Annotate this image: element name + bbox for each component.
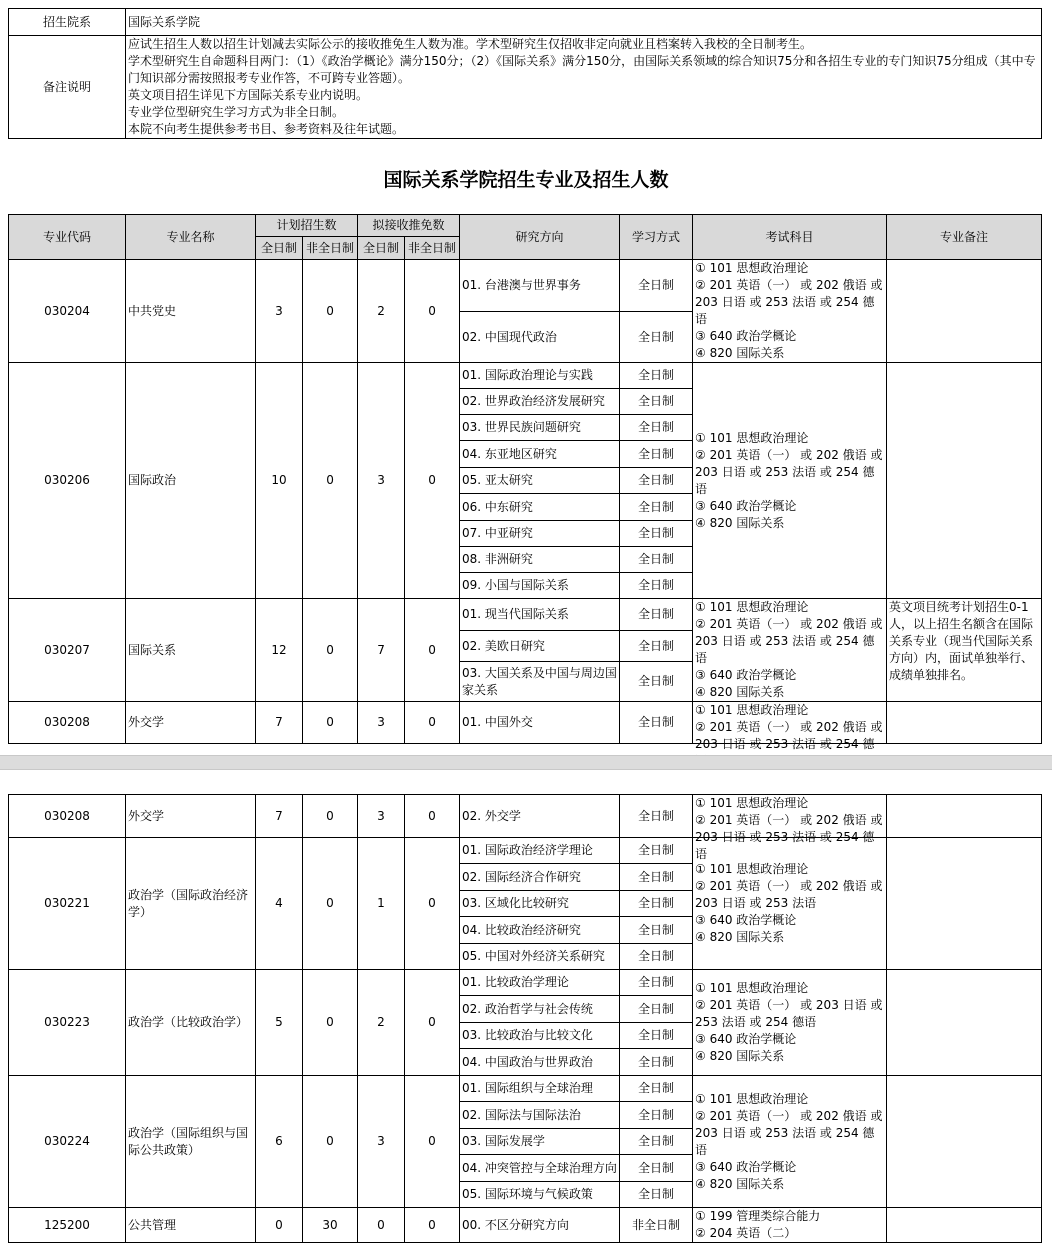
- major-name: 中共党史: [126, 260, 256, 363]
- direction: 01. 现当代国际关系: [460, 599, 620, 631]
- exempt-part: 0: [405, 702, 460, 744]
- major-name: 外交学: [126, 795, 256, 838]
- study-mode: 全日制: [620, 1129, 693, 1155]
- subject-line: ② 201 英语（一） 或 202 俄语 或 203 日语 或 253 法语 或 254 德语: [695, 447, 883, 496]
- study-mode: 全日制: [620, 441, 693, 468]
- study-mode: 全日制: [620, 838, 693, 864]
- study-mode: 全日制: [620, 521, 693, 547]
- exempt-part: 0: [405, 1076, 460, 1208]
- major-name: 政治学（国际政治经济学）: [126, 838, 256, 970]
- notes-label: 备注说明: [9, 36, 126, 139]
- exempt-part: 0: [405, 795, 460, 838]
- major-code: 030208: [9, 702, 126, 744]
- exempt-full: 0: [358, 1208, 405, 1243]
- exempt-full: 2: [358, 260, 405, 363]
- exempt-part: 0: [405, 970, 460, 1076]
- study-mode: 全日制: [620, 494, 693, 521]
- major-name: 政治学（国际组织与国际公共政策）: [126, 1076, 256, 1208]
- remark-empty: [887, 1208, 1042, 1243]
- plan-part: 0: [303, 795, 358, 838]
- header-name: 专业名称: [126, 215, 256, 260]
- direction: 02. 国际经济合作研究: [460, 864, 620, 891]
- study-mode: 全日制: [620, 996, 693, 1023]
- study-mode: 全日制: [620, 662, 693, 702]
- subject-line: ② 201 英语（一） 或 202 俄语 或 203 日语 或 253 法语 或 254 德: [695, 720, 883, 751]
- note-line: 专业学位型研究生学习方式为非全日制。: [128, 105, 345, 119]
- plan-full: 4: [256, 838, 303, 970]
- subject-line: ③ 640 政治学概论: [695, 1032, 797, 1046]
- subject-line: ④ 820 国际关系: [695, 515, 785, 530]
- direction: 02. 国际法与国际法治: [460, 1102, 620, 1129]
- note-line: 学术型研究生自命题科目两门：（1）《政治学概论》满分150分；（2）《国际关系》满分150分，由国际关系领域的综合知识75分和各招生专业的专门知识75分组成（其中专门知识部分需按照报考专业作答，不可跨专业答题）。: [128, 54, 1036, 85]
- direction: 03. 比较政治与比较文化: [460, 1023, 620, 1049]
- exempt-part: 0: [405, 838, 460, 970]
- direction: 09. 小国与国际关系: [460, 573, 620, 599]
- header-exempt-part: 非全日制: [405, 237, 460, 260]
- subject-line: ④ 820 国际关系: [695, 346, 785, 360]
- study-mode: 全日制: [620, 1102, 693, 1129]
- header-direction: 研究方向: [460, 215, 620, 260]
- study-mode: 全日制: [620, 891, 693, 917]
- study-mode: 全日制: [620, 917, 693, 944]
- subject-line: ① 101 思想政治理论: [695, 261, 809, 275]
- subject-line: ① 101 思想政治理论: [695, 600, 809, 614]
- subject-line: ② 201 英语（一） 或 202 俄语 或 203 日语 或 253 法语 或 254 德语: [695, 813, 883, 861]
- header-plan-full: 全日制: [256, 237, 303, 260]
- plan-part: 0: [303, 260, 358, 363]
- direction: 02. 世界政治经济发展研究: [460, 389, 620, 415]
- study-mode: 全日制: [620, 1155, 693, 1182]
- plan-full: 7: [256, 702, 303, 744]
- subject-line: ① 101 思想政治理论: [695, 862, 809, 876]
- header-code: 专业代码: [9, 215, 126, 260]
- study-mode: 全日制: [620, 363, 693, 389]
- page-title: 国际关系学院招生专业及招生人数: [383, 169, 669, 191]
- subject-line: ① 101 思想政治理论: [695, 430, 809, 445]
- header-mode: 学习方式: [620, 215, 693, 260]
- remark-empty: [887, 1076, 1042, 1208]
- major-name: 国际政治: [126, 363, 256, 599]
- study-mode: 全日制: [620, 312, 693, 363]
- study-mode: 全日制: [620, 630, 693, 662]
- direction: 02. 外交学: [460, 795, 620, 838]
- dept-value: 国际关系学院: [126, 9, 1042, 36]
- direction: 01. 比较政治学理论: [460, 970, 620, 996]
- plan-full: 5: [256, 970, 303, 1076]
- major-code: 125200: [9, 1208, 126, 1243]
- direction: 01. 国际政治理论与实践: [460, 363, 620, 389]
- note-line: 本院不向考生提供参考书目、参考资料及往年试题。: [128, 122, 405, 136]
- header-subjects: 考试科目: [693, 215, 887, 260]
- dept-label: 招生院系: [9, 9, 126, 36]
- direction: 05. 亚太研究: [460, 468, 620, 494]
- direction: 02. 政治哲学与社会传统: [460, 996, 620, 1023]
- plan-full: 0: [256, 1208, 303, 1243]
- plan-part: 0: [303, 363, 358, 599]
- remark-empty: [887, 970, 1042, 1076]
- study-mode: 全日制: [620, 702, 693, 744]
- direction: 05. 中国对外经济关系研究: [460, 944, 620, 970]
- major-name: 政治学（比较政治学）: [126, 970, 256, 1076]
- remark-empty: [887, 795, 1042, 838]
- study-mode: 全日制: [620, 795, 693, 838]
- major-code: 030204: [9, 260, 126, 363]
- plan-part: 0: [303, 970, 358, 1076]
- direction: 04. 比较政治经济研究: [460, 917, 620, 944]
- study-mode: 全日制: [620, 415, 693, 441]
- header-plan-part: 非全日制: [303, 237, 358, 260]
- plan-part: 0: [303, 838, 358, 970]
- exempt-part: 0: [405, 260, 460, 363]
- subject-line: ④ 820 国际关系: [695, 685, 785, 699]
- subject-line: ③ 640 政治学概论: [695, 668, 797, 682]
- direction: 07. 中亚研究: [460, 521, 620, 547]
- major-code: 030221: [9, 838, 126, 970]
- subject-line: ② 201 英语（一） 或 202 俄语 或 203 日语 或 253 法语: [695, 879, 883, 910]
- remark-empty: [887, 838, 1042, 970]
- exempt-full: 2: [358, 970, 405, 1076]
- major-code: 030223: [9, 970, 126, 1076]
- study-mode: 全日制: [620, 1049, 693, 1076]
- major-code: 030208: [9, 795, 126, 838]
- plan-full: 12: [256, 599, 303, 702]
- major-name: 公共管理: [126, 1208, 256, 1243]
- info-table: [8, 8, 1042, 139]
- header-exempt: 拟接收推免数: [358, 215, 460, 237]
- subject-line: ④ 820 国际关系: [695, 930, 785, 944]
- exempt-full: 3: [358, 1076, 405, 1208]
- study-mode: 全日制: [620, 389, 693, 415]
- header-remark: 专业备注: [887, 215, 1042, 260]
- direction: 06. 中东研究: [460, 494, 620, 521]
- major-name: 国际关系: [126, 599, 256, 702]
- remark-empty: [887, 260, 1042, 363]
- subject-line: ② 204 英语（二）: [695, 1226, 797, 1240]
- subject-line: ② 201 英语（一） 或 203 日语 或 253 法语 或 254 德语: [695, 998, 883, 1029]
- exempt-part: 0: [405, 1208, 460, 1243]
- subject-line: ④ 820 国际关系: [695, 1176, 785, 1191]
- study-mode: 非全日制: [620, 1208, 693, 1243]
- note-line: 英文项目招生详见下方国际关系专业内说明。: [128, 88, 369, 102]
- subject-line: ① 199 管理类综合能力: [695, 1209, 821, 1223]
- subject-line: ② 201 英语（一） 或 202 俄语 或 203 日语 或 253 法语 或 254 德语: [695, 1108, 883, 1157]
- direction: 03. 国际发展学: [460, 1129, 620, 1155]
- direction: 03. 区域化比较研究: [460, 891, 620, 917]
- direction: 02. 美欧日研究: [460, 630, 620, 662]
- subject-line: ④ 820 国际关系: [695, 1049, 785, 1063]
- direction: 05. 国际环境与气候政策: [460, 1182, 620, 1208]
- exempt-full: 3: [358, 363, 405, 599]
- major-code: 030207: [9, 599, 126, 702]
- plan-part: 30: [303, 1208, 358, 1243]
- subject-line: ③ 640 政治学概论: [695, 913, 797, 927]
- subject-line: ① 101 思想政治理论: [695, 981, 809, 995]
- subject-line: ① 101 思想政治理论: [695, 796, 809, 810]
- direction: 02. 中国现代政治: [460, 312, 620, 363]
- study-mode: 全日制: [620, 547, 693, 573]
- direction: 01. 中国外交: [460, 702, 620, 744]
- study-mode: 全日制: [620, 1023, 693, 1049]
- plan-part: 0: [303, 599, 358, 702]
- plan-part: 0: [303, 702, 358, 744]
- study-mode: 全日制: [620, 573, 693, 599]
- exempt-full: 1: [358, 838, 405, 970]
- majors-table-2: [8, 794, 1042, 1243]
- direction: 04. 冲突管控与全球治理方向: [460, 1155, 620, 1182]
- exempt-part: 0: [405, 363, 460, 599]
- plan-part: 0: [303, 1076, 358, 1208]
- direction: 03. 大国关系及中国与周边国家关系: [460, 662, 620, 702]
- direction: 00. 不区分研究方向: [460, 1208, 620, 1243]
- major-name: 外交学: [126, 702, 256, 744]
- study-mode: 全日制: [620, 970, 693, 996]
- note-line: 应试生招生人数以招生计划减去实际公示的接收推免生人数为准。学术型研究生仅招收非定向就业且档案转入我校的全日制考生。: [128, 37, 813, 51]
- study-mode: 全日制: [620, 1182, 693, 1208]
- plan-full: 10: [256, 363, 303, 599]
- study-mode: 全日制: [620, 864, 693, 891]
- direction: 08. 非洲研究: [460, 547, 620, 573]
- remark-empty: [887, 363, 1042, 599]
- study-mode: 全日制: [620, 944, 693, 970]
- direction: 04. 中国政治与世界政治: [460, 1049, 620, 1076]
- direction: 03. 世界民族问题研究: [460, 415, 620, 441]
- subject-line: ② 201 英语（一） 或 202 俄语 或 203 日语 或 253 法语 或 254 德语: [695, 278, 883, 326]
- subject-line: ③ 640 政治学概论: [695, 1159, 797, 1174]
- direction: 01. 台港澳与世界事务: [460, 260, 620, 312]
- majors-table-1: [8, 214, 1042, 751]
- study-mode: 全日制: [620, 599, 693, 631]
- study-mode: 全日制: [620, 1076, 693, 1102]
- major-code: 030206: [9, 363, 126, 599]
- plan-full: 6: [256, 1076, 303, 1208]
- header-plan: 计划招生数: [256, 215, 358, 237]
- exempt-full: 7: [358, 599, 405, 702]
- direction: 04. 东亚地区研究: [460, 441, 620, 468]
- remark-english-program: 英文项目统考计划招生0-1人，以上招生名额含在国际关系专业（现当代国际关系方向）内，面试单独举行、成绩单独排名。: [887, 599, 1042, 702]
- exempt-part: 0: [405, 599, 460, 702]
- direction: 01. 国际组织与全球治理: [460, 1076, 620, 1102]
- page-break: [0, 755, 1052, 770]
- subject-line: ① 101 思想政治理论: [695, 1091, 809, 1106]
- plan-full: 7: [256, 795, 303, 838]
- remark-empty: [887, 702, 1042, 744]
- subject-line: ③ 640 政治学概论: [695, 498, 797, 513]
- exempt-full: 3: [358, 795, 405, 838]
- study-mode: 全日制: [620, 468, 693, 494]
- exempt-full: 3: [358, 702, 405, 744]
- major-code: 030224: [9, 1076, 126, 1208]
- subject-line: ③ 640 政治学概论: [695, 329, 797, 343]
- study-mode: 全日制: [620, 260, 693, 312]
- plan-full: 3: [256, 260, 303, 363]
- direction: 01. 国际政治经济学理论: [460, 838, 620, 864]
- subject-line: ② 201 英语（一） 或 202 俄语 或 203 日语 或 253 法语 或 254 德语: [695, 617, 883, 665]
- subject-line: ① 101 思想政治理论: [695, 703, 809, 717]
- header-exempt-full: 全日制: [358, 237, 405, 260]
